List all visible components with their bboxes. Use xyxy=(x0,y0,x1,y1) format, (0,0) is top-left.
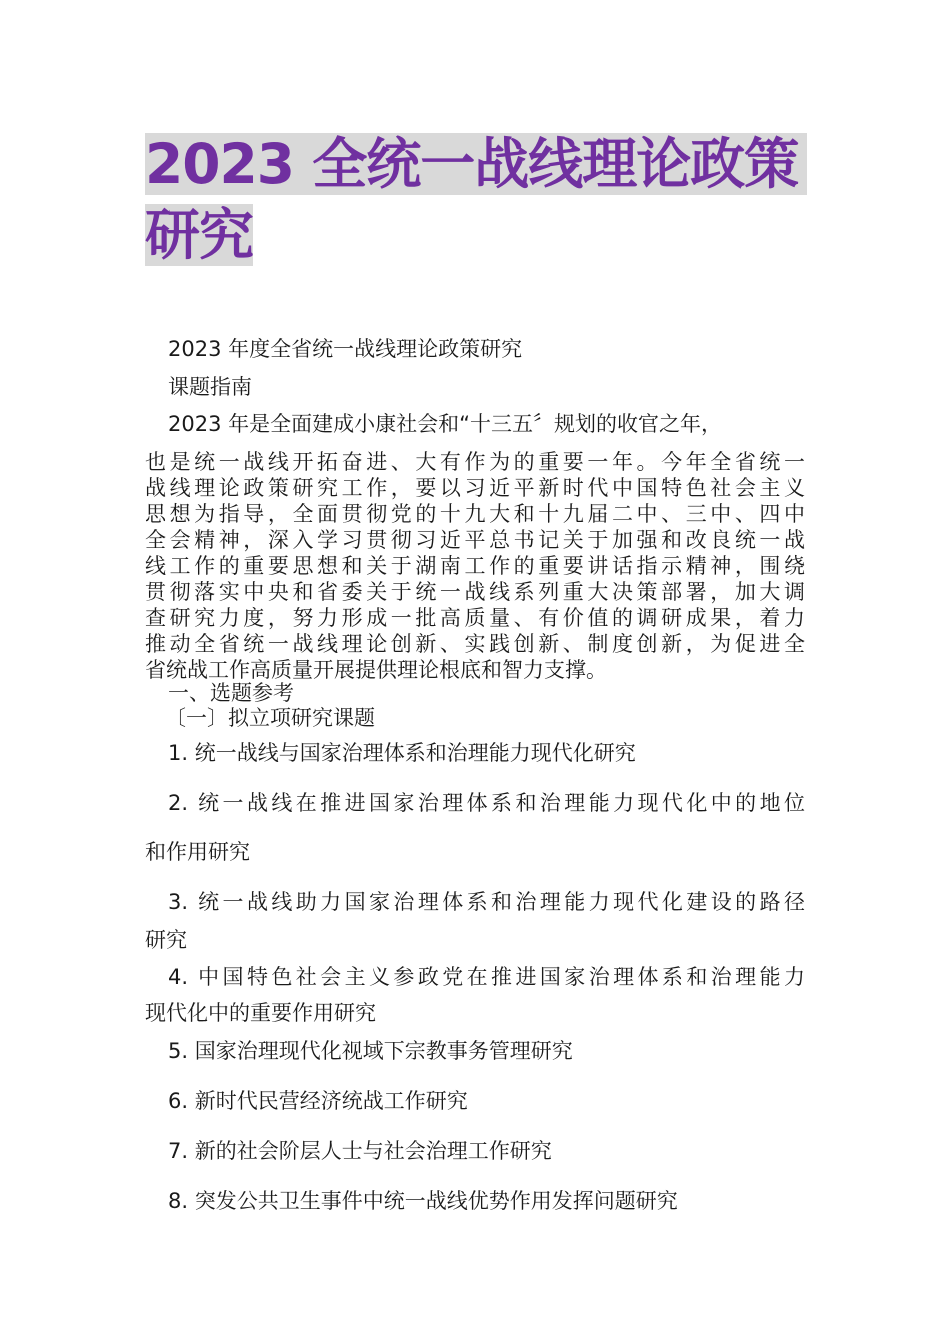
doc-heading: 2023 年度全省统一战线理论政策研究 xyxy=(168,337,523,361)
list-item-continuation: 现代化中的重要作用研究 xyxy=(145,1001,376,1025)
list-item: 4. 中国特色社会主义参政党在推进国家治理体系和治理能力 xyxy=(168,965,805,989)
intro-paragraph-line: 线工作的重要思想和关于湖南工作的重要讲话指示精神，围绕 xyxy=(145,554,805,578)
list-item: 5. 国家治理现代化视域下宗教事务管理研究 xyxy=(168,1039,573,1063)
document-title-line-1: 2023 全统一战线理论政策 xyxy=(145,133,807,195)
intro-paragraph-line: 也是统一战线开拓奋进、大有作为的重要一年。今年全省统一 xyxy=(145,450,805,474)
intro-paragraph-line: 贯彻落实中央和省委关于统一战线系列重大决策部署，加大调 xyxy=(145,580,805,604)
list-item: 3. 统一战线助力国家治理体系和治理能力现代化建设的路径 xyxy=(168,890,805,914)
intro-paragraph-line: 战线理论政策研究工作，要以习近平新时代中国特色社会主义 xyxy=(145,476,805,500)
intro-paragraph-last-line: 省统战工作高质量开展提供理论根底和智力支撑。 xyxy=(145,658,607,682)
intro-paragraph-line: 查研究力度，努力形成一批高质量、有价值的调研成果，着力 xyxy=(145,606,805,630)
list-item: 7. 新的社会阶层人士与社会治理工作研究 xyxy=(168,1139,552,1163)
doc-subheading: 课题指南 xyxy=(168,375,252,399)
list-item: 8. 突发公共卫生事件中统一战线优势作用发挥问题研究 xyxy=(168,1189,678,1213)
section-heading: 一、选题参考 xyxy=(168,681,294,705)
intro-paragraph-line: 思想为指导，全面贯彻党的十九大和十九届二中、三中、四中 xyxy=(145,502,805,526)
list-item-continuation: 和作用研究 xyxy=(145,840,250,864)
list-item: 1. 统一战线与国家治理体系和治理能力现代化研究 xyxy=(168,741,636,765)
document-title-line-2: 研究 xyxy=(145,203,254,267)
list-item: 6. 新时代民营经济统战工作研究 xyxy=(168,1089,468,1113)
list-item-continuation: 研究 xyxy=(145,928,187,952)
list-item: 2. 统一战线在推进国家治理体系和治理能力现代化中的地位 xyxy=(168,791,805,815)
intro-paragraph-line: 推动全省统一战线理论创新、实践创新、制度创新，为促进全 xyxy=(145,632,805,656)
intro-paragraph-first-line: 2023 年是全面建成小康社会和“十三五〞规划的收官之年， xyxy=(168,412,722,436)
intro-paragraph-line: 全会精神，深入学习贯彻习近平总书记关于加强和改良统一战 xyxy=(145,528,805,552)
subsection-heading: 〔一〕拟立项研究课题 xyxy=(165,706,375,730)
